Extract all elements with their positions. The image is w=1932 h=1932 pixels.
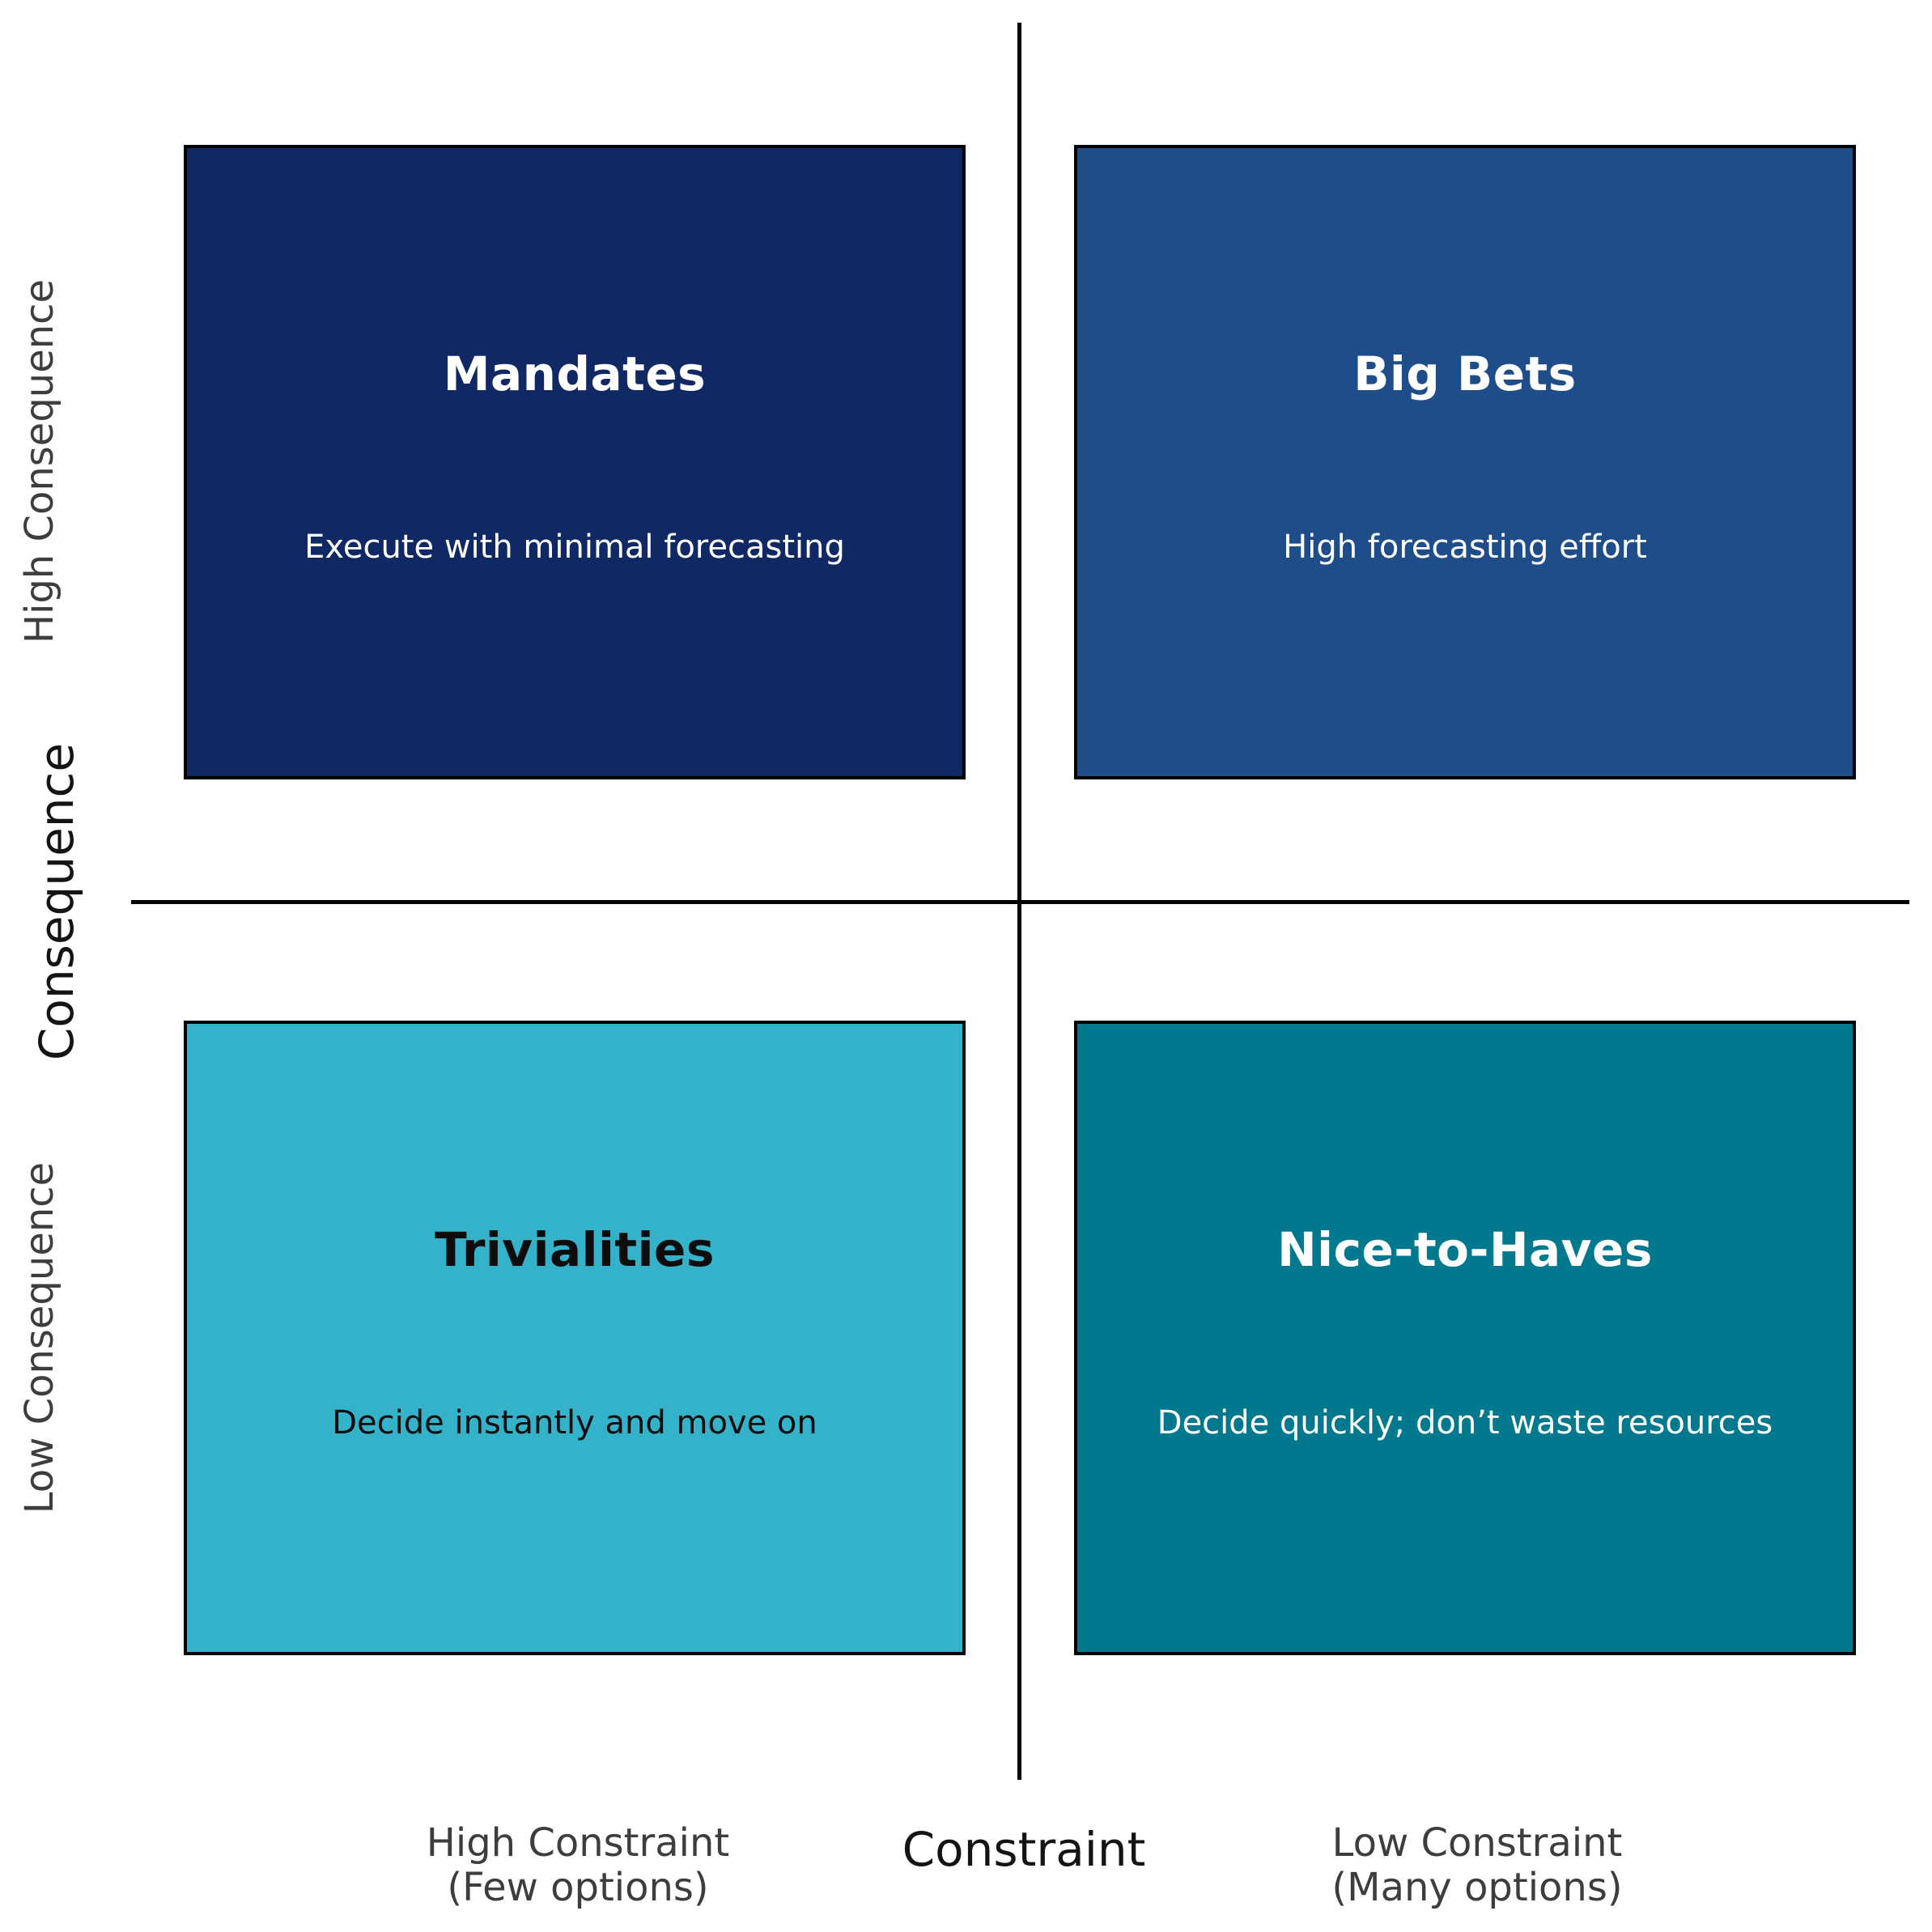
x-axis-high-label (427, 1821, 729, 1910)
x-axis-low-label-line2: (Many options) (1331, 1865, 1623, 1910)
y-axis-low-label: Low Consequence (17, 1161, 62, 1514)
quadrant-title: Nice-to-Haves (1277, 1222, 1653, 1278)
x-axis-low-label-line1: Low Constraint (1331, 1820, 1623, 1866)
quadrant-title: Mandates (443, 346, 707, 402)
y-axis-high-label: High Consequence (17, 278, 62, 644)
quadrant-nice-to-haves (1074, 1021, 1856, 1655)
quadrant-big-bets (1074, 145, 1856, 779)
quadrant-subtitle: Execute with minimal forecasting (304, 528, 845, 566)
x-axis-title: Constraint (902, 1822, 1146, 1877)
quadrant-mandates (184, 145, 966, 779)
quadrant-title: Trivialities (435, 1222, 715, 1278)
quadrant-subtitle: High forecasting effort (1283, 528, 1647, 566)
x-axis-line (131, 900, 1909, 904)
quadrant-title: Big Bets (1353, 346, 1577, 402)
quadrant-trivialities (184, 1021, 966, 1655)
x-axis-high-label-line2: (Few options) (447, 1865, 709, 1910)
y-axis-title: Consequence (29, 742, 84, 1061)
x-axis-high-label-line1: High Constraint (426, 1820, 730, 1866)
quadrant-subtitle: Decide instantly and move on (332, 1403, 817, 1442)
x-axis-low-label (1331, 1821, 1622, 1910)
quadrant-subtitle: Decide quickly; don’t waste resources (1157, 1403, 1773, 1442)
